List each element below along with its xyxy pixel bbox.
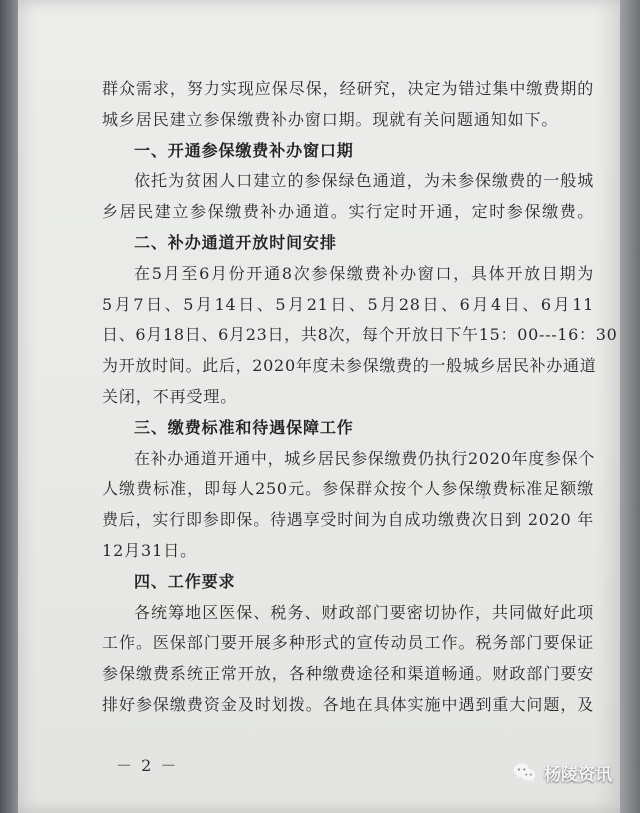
body-line: 工作。医保部门要开展多种形式的宣传动员工作。税务部门要保证 bbox=[102, 633, 594, 653]
body-line: 参保缴费系统正常开放，各种缴费途径和渠道畅通。财政部门要安 bbox=[102, 664, 594, 684]
body-line: 关闭，不再受理。 bbox=[102, 386, 238, 406]
wechat-icon bbox=[512, 762, 537, 783]
body-line: 在补办通道开通中，城乡居民参保缴费仍执行2020年度参保个 bbox=[134, 448, 596, 468]
body-line: 依托为贫困人口建立的参保绿色通道，为未参保缴费的一般城 bbox=[134, 171, 594, 191]
scan-left-edge bbox=[0, 0, 18, 813]
section-heading-2: 二、补办通道开放时间安排 bbox=[134, 232, 337, 252]
body-line: 日、6月18日、6月23日，共8次，每个开放日下午15：00---16：30 bbox=[102, 325, 618, 345]
scan-right-edge bbox=[618, 0, 640, 813]
body-line: 城乡居民建立参保缴费补办窗口期。现就有关问题通知如下。 bbox=[102, 109, 559, 129]
body-line: 12月31日。 bbox=[102, 540, 198, 560]
page-number: － 2 － bbox=[116, 756, 179, 775]
body-line: 在5月至6月份开通8次参保缴费补办窗口，具体开放日期为 bbox=[134, 263, 594, 283]
body-line: 人缴费标准，即每人250元。参保群众按个人参保缴费标准足额缴 bbox=[102, 479, 594, 499]
section-heading-4: 四、工作要求 bbox=[134, 571, 236, 591]
document-page bbox=[18, 0, 620, 813]
watermark bbox=[512, 760, 612, 785]
body-line: 5月7日、5月14日、5月21日、5月28日、6月4日、6月11 bbox=[102, 294, 594, 314]
body-line: 群众需求，努力实现应保尽保，经研究，决定为错过集中缴费期的 bbox=[102, 79, 594, 98]
section-heading-1: 一、开通参保缴费补办窗口期 bbox=[134, 140, 354, 160]
watermark-text: 杨陵资讯 bbox=[544, 765, 612, 785]
body-line: 排好参保缴费资金及时划拨。各地在具体实施中遇到重大问题，及 bbox=[102, 694, 594, 714]
section-heading-3: 三、缴费标准和待遇保障工作 bbox=[134, 417, 354, 437]
body-line: 乡居民建立参保缴费补办通道。实行定时开通，定时参保缴费。 bbox=[102, 202, 594, 222]
body-line: 各统筹地区医保、税务、财政部门要密切协作，共同做好此项 bbox=[134, 602, 594, 622]
document-body bbox=[102, 74, 618, 721]
body-line: 费后，实行即参即保。待遇享受时间为自成功缴费次日到 2020 年 bbox=[102, 510, 594, 530]
body-line: 为开放时间。此后，2020年度未参保缴费的一般城乡居民补办通道 bbox=[102, 356, 597, 376]
